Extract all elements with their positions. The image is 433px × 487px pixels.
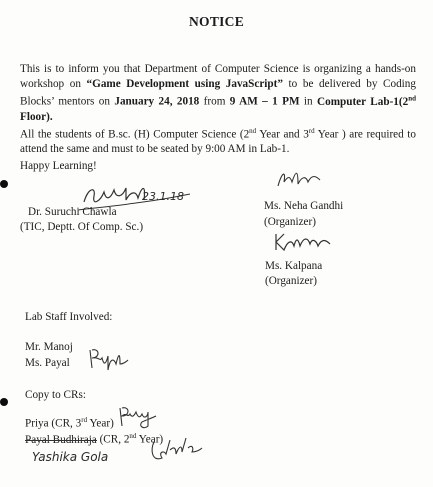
convenor-role: (TIC, Deptt. Of Comp. Sc.)	[20, 221, 144, 233]
cr-2-struck-name: Payal Budhiraja	[25, 433, 97, 446]
organizer2-role: (Organizer)	[265, 275, 317, 287]
organizer1-signature	[276, 168, 326, 190]
workshop-venue: Computer Lab-1(2nd Floor).	[20, 94, 417, 123]
punch-hole-top	[0, 180, 8, 188]
convenor-name: Dr. Suruchi Chawla	[28, 206, 117, 218]
greeting: Happy Learning!	[20, 160, 97, 172]
lab-staff-2-signature	[88, 346, 130, 372]
organizer2-name: Ms. Kalpana	[265, 260, 323, 272]
cr-1-signature	[118, 404, 158, 430]
workshop-title: “Game Development using JavaScript”	[86, 77, 283, 90]
workshop-time: 9 AM – 1 PM	[229, 95, 300, 108]
notice-paragraph-2: All the students of B.sc. (H) Computer Science (2nd Year and 3rd Year ) are required to attend the same and must to be seated by 9:00 AM in Lab-1.	[20, 127, 416, 156]
convenor-sign-date: 23.1.18	[142, 190, 184, 203]
organizer1-name: Ms. Neha Gandhi	[264, 200, 344, 212]
notice-paragraph-1: This is to inform you that Department of Computer Science is organizing a hands-on workshop on “Game Development using JavaScript” to be delivered by Coding Blocks’ mentors on January 24, 2018 from 9 AM – 1 PM in Computer Lab-1(2nd Floor).	[20, 63, 417, 123]
cr-3-signature	[148, 430, 204, 466]
crs-heading: Copy to CRs:	[25, 389, 86, 401]
notice-title: NOTICE	[188, 14, 245, 29]
organizer1-role: (Organizer)	[264, 216, 316, 228]
cr-3-handwritten-name: Yashika Gola	[32, 450, 109, 464]
lab-staff-2: Ms. Payal	[25, 357, 70, 369]
lab-staff-heading: Lab Staff Involved:	[25, 311, 113, 323]
lab-staff-1: Mr. Manoj	[25, 341, 73, 353]
cr-2: Payal Budhiraja (CR, 2nd Year)	[25, 432, 164, 446]
workshop-date: January 24, 2018	[114, 95, 200, 108]
punch-hole-bottom	[0, 398, 8, 406]
organizer2-signature	[272, 230, 334, 254]
cr-1: Priya (CR, 3rd Year)	[25, 416, 114, 430]
